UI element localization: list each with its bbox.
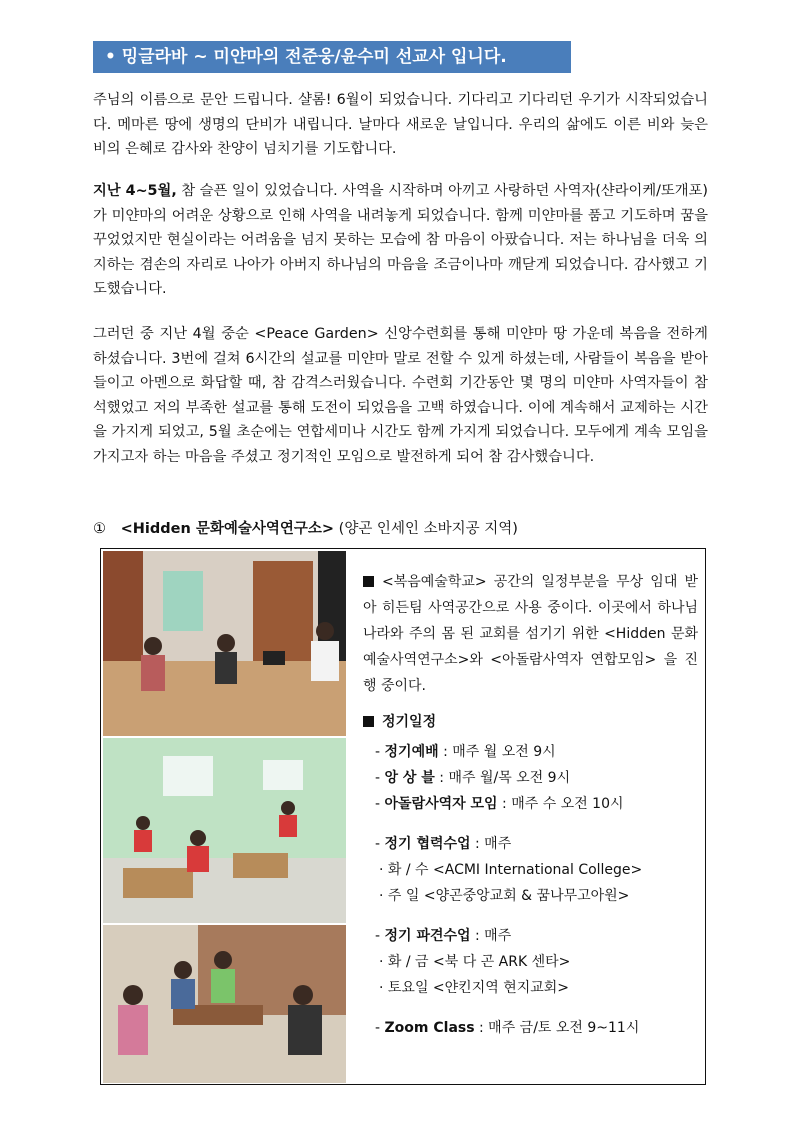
ministry-intro-text: <복음예술학교> 공간의 일정부분을 무상 임대 받아 히든팀 사역공간으로 사용 중이다. 이곳에서 하나님 나라와 주의 몸 된 교회를 섬기기 위한 <Hidden 문화예술사역연구소>와 <아돌람사역자 연합모임> 을 진행 중이다. <box>363 574 698 694</box>
schedule-item-label: 정기 파견수업 <box>384 928 471 944</box>
sad-news-text: 참 슬픈 일이 있었습니다. 사역을 시작하며 아끼고 사랑하던 사역자(샨라이케/또개포)가 미얀마의 어려운 상황으로 인해 사역을 내려놓게 되었습니다. 함께 미얀마를 품고 기도하며 꿈을 꾸었었지만 현실이라는 어려움을 넘지 못하는 모습에 참 마음이 아팠습니다. 저는 하나님을 더욱 의지하는 겸손의 자리로 나아가 아버지 하나님의 마음을 조금이나마 깨닫게 되었습니다. 감사했고 기도했습니다. <box>93 183 708 297</box>
schedule-item: - Zoom Class : 매주 금/토 오전 9~11시 <box>375 1020 640 1036</box>
square-bullet-icon <box>363 576 374 587</box>
schedule-item: - 아돌람사역자 모임 : 매주 수 오전 10시 <box>375 796 624 812</box>
schedule-item-text: : 매주 금/토 오전 9~11시 <box>474 1020 640 1036</box>
greeting-paragraph: 주님의 이름으로 문안 드립니다. 샬롬! 6월이 되었습니다. 기다리고 기다리던 우기가 시작되었습니다. 메마른 땅에 생명의 단비가 내립니다. 날마다 새로운 날입니다. 우리의 삶에도 이른 비와 늦은 비의 은혜로 감사와 찬양이 넘치기를 기도합니다. <box>93 92 708 157</box>
section-location: (양곤 인세인 소바지공 지역) <box>338 521 518 537</box>
retreat-paragraph: 그러던 중 지난 4월 중순 <Peace Garden> 신앙수련회를 통해 미얀마 땅 가운데 복음을 전하게 하셨습니다. 3번에 걸쳐 6시간의 설교를 미얀마 말로 전할 수 있게 하셨는데, 사람들이 복음을 받아들이고 아멘으로 화답할 때, 참 감격스러웠습니다. 수련회 기간동안 몇 명의 미얀마 사역자들이 참석했었고 저의 부족한 설교를 통해 도전이 되었음을 고백 하였습니다. 이에 계속해서 교제하는 시간을 가지게 되었고, 5월 초순에는 연합세미나 시간도 함께 가지게 되었습니다. 모두에게 계속 모임을 가지고자 하는 마음을 주셨고 정기적인 모임으로 발전하게 되어 참 감사했습니다. <box>93 326 708 465</box>
schedule-subitem: · 주 일 <양곤중앙교회 & 꿈나무고아원> <box>379 888 630 904</box>
schedule-item-label: 앙 상 블 <box>384 770 435 786</box>
page-title: • 밍글라바 ~ 미얀마의 전준웅/윤수미 선교사 입니다. <box>93 41 571 73</box>
schedule-item-text: : 매주 월/목 오전 9시 <box>434 770 571 786</box>
section-heading <box>93 517 518 538</box>
schedule-item-label: 아돌람사역자 모임 <box>384 796 498 812</box>
schedule-item: - 앙 상 블 : 매주 월/목 오전 9시 <box>375 770 571 786</box>
schedule-subitem: · 토요일 <얀킨지역 현지교회> <box>379 980 570 996</box>
period-label: 지난 4~5월, <box>93 183 177 199</box>
schedule-item-text: : 매주 <box>470 836 512 852</box>
schedule-heading <box>363 711 698 731</box>
ministry-info <box>363 569 698 1041</box>
schedule-item-label: 정기 협력수업 <box>384 836 471 852</box>
schedule-item-label: Zoom Class <box>384 1020 475 1036</box>
schedule-item: - 정기 협력수업 : 매주 <box>375 836 512 852</box>
schedule-subitem: · 화 / 금 <북 다 곤 ARK 센타> <box>379 954 571 970</box>
ensemble-photo <box>103 551 346 736</box>
sad-news-paragraph <box>93 179 708 302</box>
ministry-box <box>100 548 706 1085</box>
section-title: <Hidden 문화예술사역연구소> <box>120 521 335 537</box>
schedule-item-label: 정기예배 <box>384 744 439 760</box>
schedule-item: - 정기예배 : 매주 월 오전 9시 <box>375 744 556 760</box>
ministry-intro <box>363 569 698 699</box>
square-bullet-icon <box>363 716 374 727</box>
section-number: ① <box>93 521 106 537</box>
schedule-item: - 정기 파견수업 : 매주 <box>375 928 512 944</box>
classroom-photo <box>103 738 346 923</box>
schedule-subitem: · 화 / 수 <ACMI International College> <box>379 862 643 878</box>
schedule-list <box>363 739 698 1041</box>
schedule-item-text: : 매주 월 오전 9시 <box>438 744 556 760</box>
schedule-item-text: : 매주 수 오전 10시 <box>497 796 624 812</box>
schedule-heading-text: 정기일정 <box>382 714 437 730</box>
meeting-photo <box>103 925 346 1083</box>
schedule-item-text: : 매주 <box>470 928 512 944</box>
